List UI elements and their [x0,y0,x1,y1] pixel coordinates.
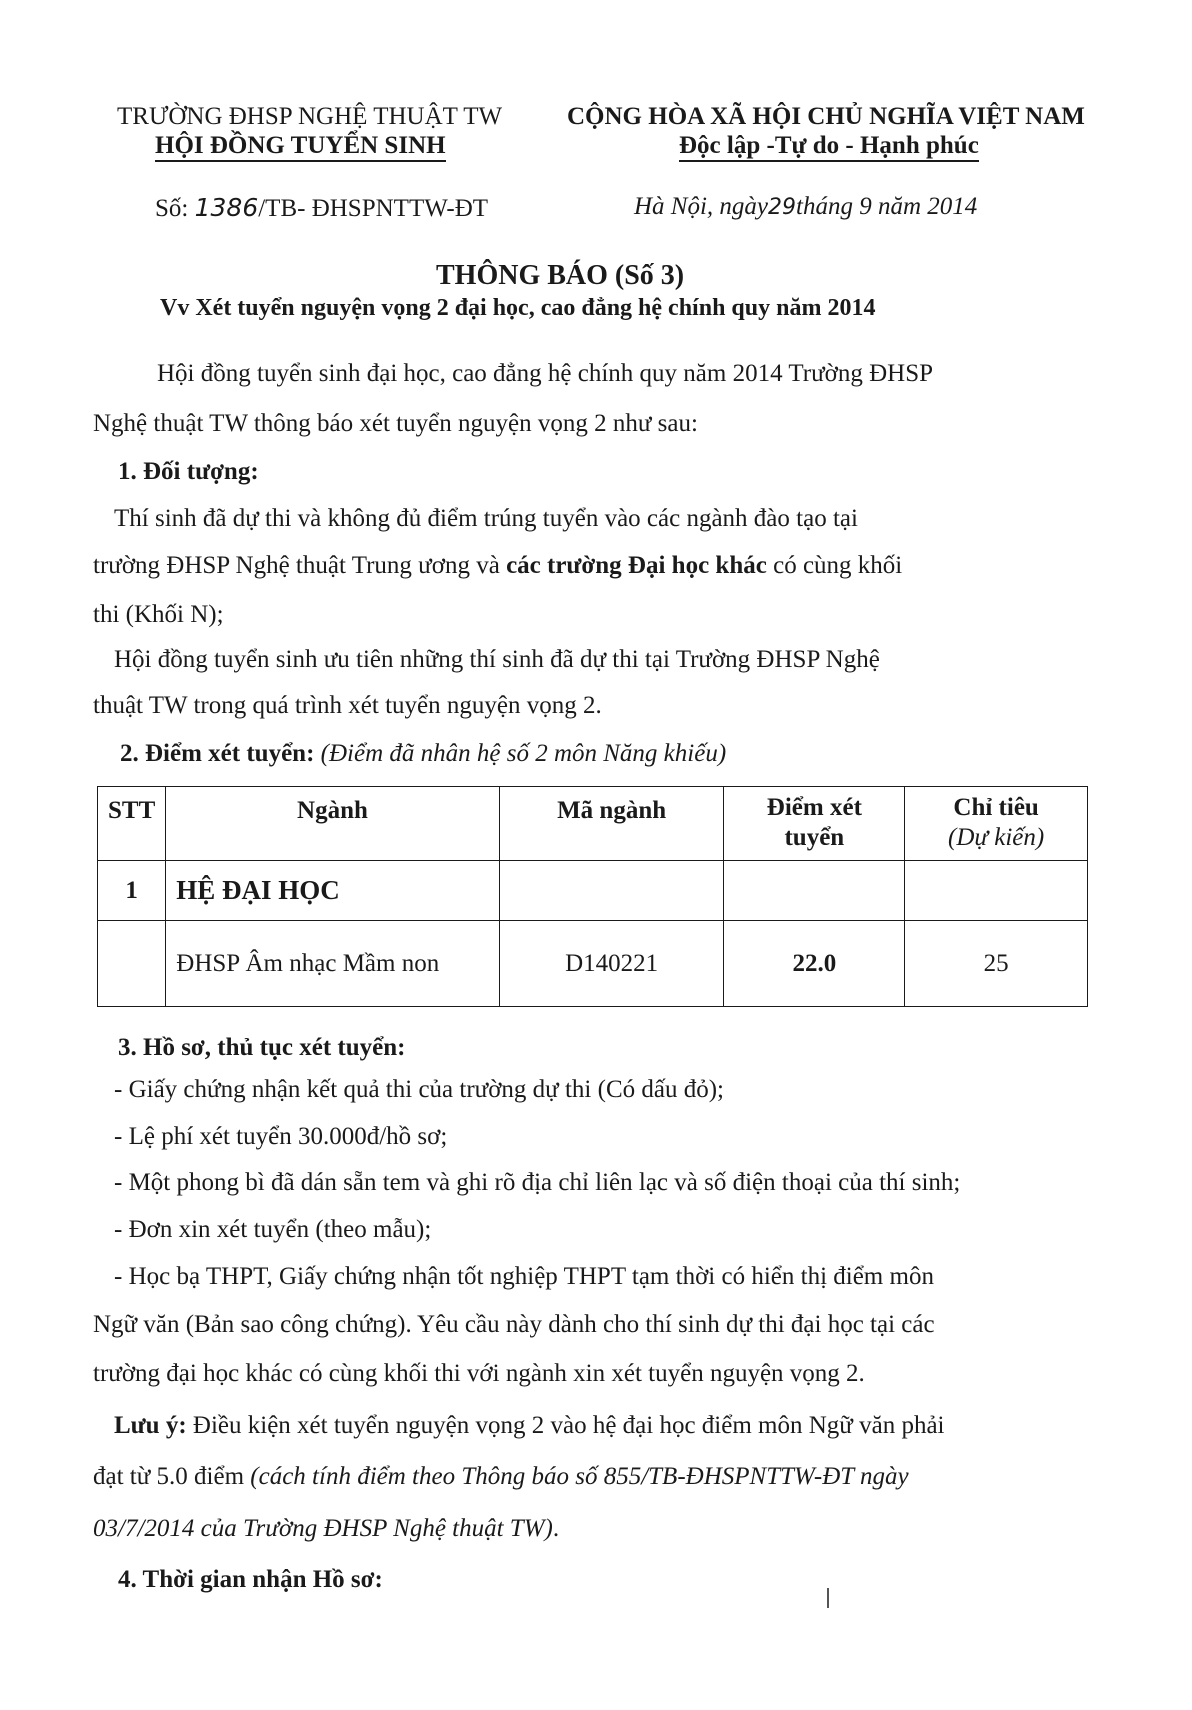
section-1-p1-line-2 [93,552,902,580]
header-chi-tieu-line-1: Chỉ tiêu [953,794,1039,821]
document-number [155,193,488,223]
text-run: có cùng khối [766,552,903,579]
section-4-heading: 4. Thời gian nhận Hồ sơ: [118,1566,383,1593]
intro-line-2: Nghệ thuật TW thông báo xét tuyển nguyện vọng 2 như sau: [93,410,698,437]
empty-cell [499,861,724,921]
header-chi-tieu-line-2: (Dự kiến) [948,824,1045,851]
intro-line-1: Hội đồng tuyển sinh đại học, cao đẳng hệ chính quy năm 2014 Trường ĐHSP [157,360,934,387]
date-suffix: tháng 9 năm 2014 [796,193,978,220]
national-motto: Độc lập -Tự do - Hạnh phúc [679,132,979,162]
table-row [98,921,1088,1007]
list-item: - Lệ phí xét tuyển 30.000đ/hồ sơ; [114,1123,448,1150]
text-run-italic: 03/7/2014 của Trường ĐHSP Nghệ thuật TW) [93,1515,553,1542]
table-header-row [98,787,1088,861]
list-item: - Giấy chứng nhận kết quả thi của trường dự thi (Có dấu đỏ); [114,1076,724,1103]
section-1-p1-line-3: thi (Khối N); [93,601,224,628]
note-line-1 [114,1412,944,1440]
section-1-p1-line-1: Thí sinh đã dự thi và không đủ điểm trúng tuyển vào các ngành đào tạo tại [114,505,858,532]
number-handwritten: 1386 [194,193,259,222]
school-name: TRƯỜNG ĐHSP NGHỆ THUẬT TW [117,103,503,130]
text-run: trường ĐHSP Nghệ thuật Trung ương và [93,552,507,579]
table-group-row [98,861,1088,921]
header-diem-line-2: tuyển [784,824,845,851]
header-stt: STT [98,787,166,861]
admission-table [97,786,1088,1007]
scan-mark [827,1588,829,1608]
number-suffix: /TB- ĐHSPNTTW-ĐT [258,195,489,222]
section-1-p2-line-2: thuật TW trong quá trình xét tuyển nguyện vọng 2. [93,692,602,719]
text-run: đạt từ 5.0 điểm [93,1463,251,1490]
section-2-heading [120,740,726,768]
note-line-2 [93,1463,909,1491]
header-nganh: Ngành [166,787,499,861]
date-prefix: Hà Nội, ngày [634,193,769,220]
row-diem: 22.0 [724,921,905,1007]
row-ma-nganh: D140221 [499,921,724,1007]
header-diem [724,787,905,861]
section-1-p2-line-1: Hội đồng tuyển sinh ưu tiên những thí sinh đã dự thi tại Trường ĐHSP Nghệ [114,646,880,673]
empty-cell [724,861,905,921]
list-item: - Học bạ THPT, Giấy chứng nhận tốt nghiệp THPT tạm thời có hiển thị điểm môn [114,1263,934,1290]
list-item-continued: trường đại học khác có cùng khối thi với ngành xin xét tuyển nguyện vọng 2. [93,1360,865,1387]
text-run-bold: các trường Đại học khác [506,552,767,579]
empty-cell [905,861,1088,921]
note-line-3 [93,1515,559,1543]
row-chi-tieu: 25 [905,921,1088,1007]
text-run: Điều kiện xét tuyển nguyện vọng 2 vào hệ đại học điểm môn Ngữ văn phải [186,1412,945,1439]
list-item: - Một phong bì đã dán sẵn tem và ghi rõ địa chỉ liên lạc và số điện thoại của thí sinh; [114,1169,961,1196]
notice-title: THÔNG BÁO (Số 3) [436,260,685,291]
national-title: CỘNG HÒA XÃ HỘI CHỦ NGHĨA VIỆT NAM [567,103,1085,130]
list-item-continued: Ngữ văn (Bản sao công chứng). Yêu cầu này dành cho thí sinh dự thi đại học tại các [93,1311,935,1338]
document-date [634,193,977,221]
group-stt: 1 [98,861,166,921]
date-handwritten: 29 [768,195,797,220]
committee-name: HỘI ĐỒNG TUYỂN SINH [155,132,446,162]
row-stt [98,921,166,1007]
text-run: . [552,1515,560,1542]
header-ma-nganh: Mã ngành [499,787,724,861]
section-1-heading: 1. Đối tượng: [118,458,259,485]
row-nganh: ĐHSP Âm nhạc Mầm non [166,921,499,1007]
section-2-label: 2. Điểm xét tuyển: [120,740,315,767]
group-label: HỆ ĐẠI HỌC [166,861,499,921]
notice-subtitle: Vv Xét tuyển nguyện vọng 2 đại học, cao đẳng hệ chính quy năm 2014 [160,295,876,321]
list-item: - Đơn xin xét tuyển (theo mẫu); [114,1216,432,1243]
note-label: Lưu ý: [114,1412,187,1439]
text-run-italic: (cách tính điểm theo Thông báo số 855/TB-ĐHSPNTTW-ĐT ngày [250,1463,909,1490]
section-3-heading: 3. Hồ sơ, thủ tục xét tuyển: [118,1034,406,1061]
header-chi-tieu [905,787,1088,861]
header-diem-line-1: Điểm xét [766,794,862,821]
number-prefix: Số: [155,195,189,222]
section-2-note: (Điểm đã nhân hệ số 2 môn Năng khiếu) [320,740,727,767]
